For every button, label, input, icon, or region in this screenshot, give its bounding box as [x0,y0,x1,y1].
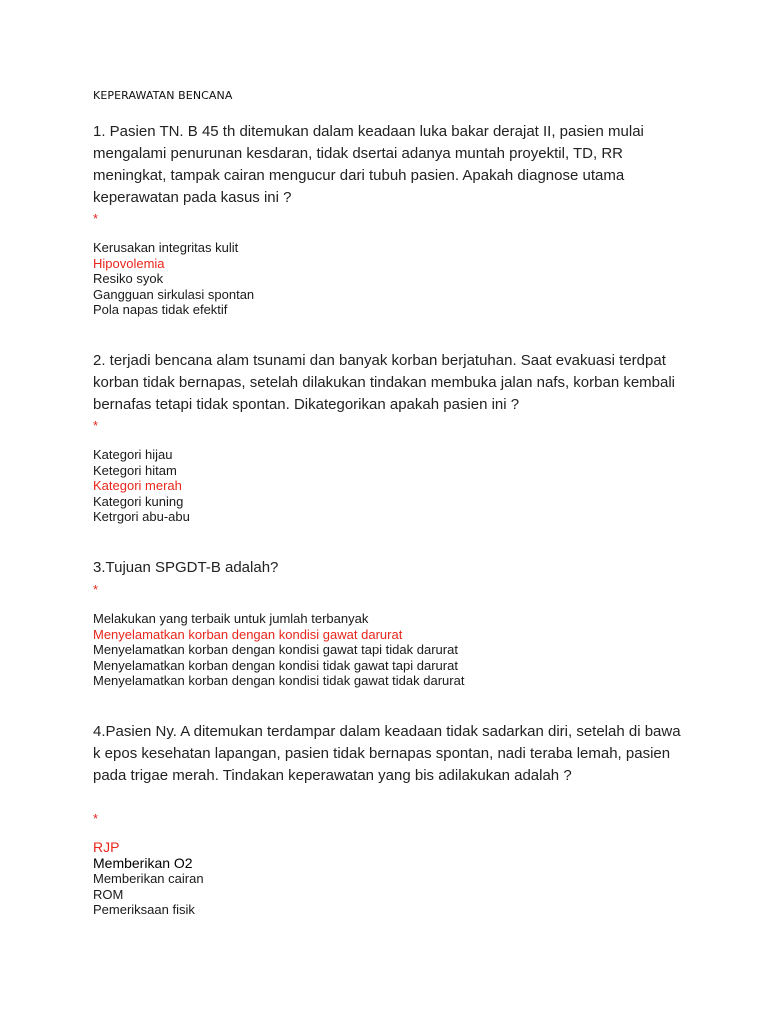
question-1-text: 1. Pasien TN. B 45 th ditemukan dalam keadaan luka bakar derajat II, pasien mulai mengalami penurunan kesdaran, tidak dsertai adanya muntah proyektil, TD, RR meningkat, tampak cairan mengucur dari tubuh pasien. Apakah diagnose utama keperawatan pada kasus ini ? [93,123,644,206]
option-item: Memberikan cairan [93,871,204,886]
question-3-options [93,611,464,689]
option-item-highlighted: Menyelamatkan korban dengan kondisi gawat darurat [93,626,403,642]
option-item: Menyelamatkan korban dengan kondisi tidak gawat tapi darurat [93,657,458,673]
option-item: Pemeriksaan fisik [93,902,195,918]
required-asterisk: * [93,211,99,226]
option-item: Kategori kuning [93,493,184,509]
document-title: KEPERAWATAN BENCANA [93,89,233,102]
option-item: Resiko syok [93,271,164,287]
option-item: Gangguan sirkulasi spontan [93,286,255,302]
option-item: Ketrgori abu-abu [93,509,190,525]
option-item: Ketegori hitam [93,462,177,478]
question-4-options [93,839,204,918]
option-item-highlighted: Kategori merah [93,478,182,494]
option-item-highlighted: RJP [93,839,120,855]
question-2-options [93,447,190,525]
required-asterisk: * [93,811,99,826]
option-item-highlighted: Hipovolemia [93,255,165,271]
option-item: Melakukan yang terbaik untuk jumlah terbanyak [93,611,369,626]
option-item: Menyelamatkan korban dengan kondisi gawat tapi tidak darurat [93,642,458,658]
required-asterisk: * [93,418,99,433]
question-3-text: 3.Tujuan SPGDT-B adalah? [93,559,279,576]
option-item: Kategori hijau [93,447,173,462]
question-4-text: 4.Pasien Ny. A ditemukan terdampar dalam keadaan tidak sadarkan diri, setelah di bawa k epos kesehatan lapangan, pasien tidak bernapas spontan, nadi teraba lemah, pasien pada trigae merah. Tindakan keperawatan yang bis adilakukan adalah ? [93,723,681,784]
option-item: Pola napas tidak efektif [93,302,228,318]
option-item: Menyelamatkan korban dengan kondisi tidak gawat tidak darurat [93,673,465,689]
required-asterisk: * [93,582,99,597]
question-2-text: 2. terjadi bencana alam tsunami dan banyak korban berjatuhan. Saat evakuasi terdpat korban tidak bernapas, setelah dilakukan tindakan membuka jalan nafs, korban kembali bernafas tetapi tidak spontan. Dikategorikan apakah pasien ini ? [93,352,676,413]
option-item: ROM [93,886,124,902]
option-item: Kerusakan integritas kulit [93,240,239,255]
question-1-options [93,240,254,318]
option-item: Memberikan O2 [93,855,193,871]
